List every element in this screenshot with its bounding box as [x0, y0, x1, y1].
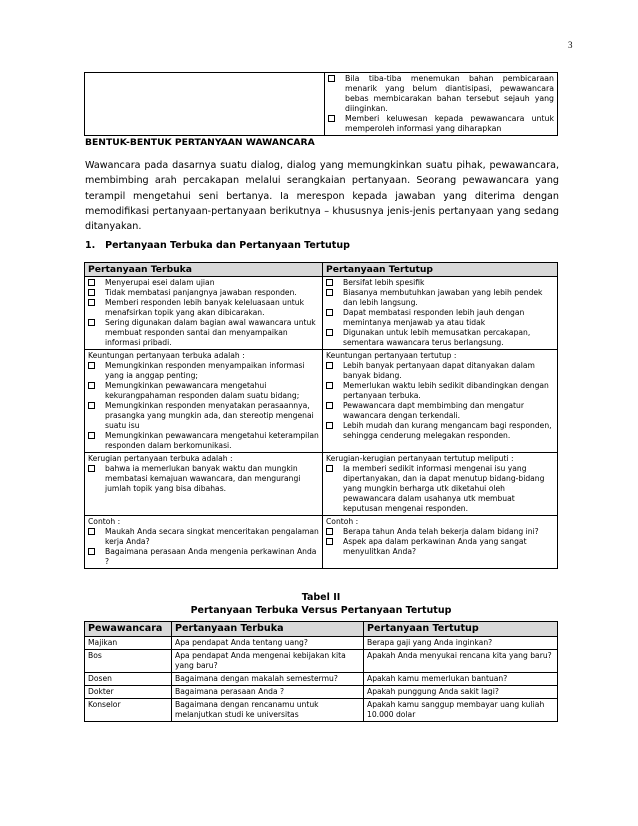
checkbox-bullet-icon — [88, 432, 95, 439]
checkbox-bullet-icon — [88, 289, 95, 296]
section-heading-bentuk: BENTUK-BENTUK PERTANYAAN WAWANCARA — [85, 137, 315, 148]
table-ii — [84, 621, 558, 722]
checkbox-bullet-icon — [326, 402, 333, 409]
continued-table — [84, 72, 558, 136]
header-tertutup: Pertanyaan Tertutup — [323, 263, 558, 277]
examples-open-cell: Contoh : Maukah Anda secara singkat menceritakan pengalaman kerja Anda? Bagaimana perasaan Anda mengenia perkawinan Anda ? — [85, 516, 323, 569]
cell-open-question: Bagaimana perasaan Anda ? — [172, 686, 364, 699]
table-ii-header-row — [85, 622, 558, 637]
table-ii-title-line1: Tabel II — [301, 592, 341, 603]
table-row — [85, 277, 558, 350]
list-item: Memberi keluwesan kepada pewawancara untuk memperoleh informasi yang diharapkan — [328, 114, 554, 134]
checkbox-bullet-icon — [88, 465, 95, 472]
header-tertutup: Pertanyaan Tertutup — [364, 622, 558, 637]
cell-label: Kerugian pertanyaan terbuka adalah : — [88, 454, 233, 463]
cell-closed-question: Apakah kamu memerlukan bantuan? — [364, 673, 558, 686]
checkbox-bullet-icon — [326, 528, 333, 535]
checkbox-bullet-icon — [88, 382, 95, 389]
intro-paragraph: Wawancara pada dasarnya suatu dialog, dialog yang memungkinkan suatu pihak, pewawancara, membimbing arah percakapan melalui serangkaian pertanyaan. Seorang pewawancara yang terampil mengetahui seni bertanya. Ia merespon kepada jawaban yang diterima dengan memodifikasi pertanyaan-pertanyaan berikutnya – khususnya jenis-jenis pertanyaan yang sedang ditanyakan. — [85, 160, 559, 233]
advantages-open-cell: Keuntungan pertanyaan terbuka adalah : Memungkinkan responden menyampaikan informasi yang ia anggap penting; Memungkinkan pewawancara mengetahui kekurangpahaman responden dalam suatu bidang; Memungkinkan responden menyatakan perasaannya, prasangka yang mungkin ada, dan stereotip mengenai suatu isu Memungkinkan pewawancara mengetahui keterampilan responden dalam berkomunikasi. — [85, 350, 323, 453]
checkbox-bullet-icon — [326, 309, 333, 316]
checkbox-bullet-icon — [326, 538, 333, 545]
cell-label: Contoh : — [88, 517, 121, 526]
header-terbuka: Pertanyaan Terbuka — [85, 263, 323, 277]
disadvantages-closed-cell: Kerugian-kerugian pertanyaan tertutup meliputi : Ia memberi sedikit informasi mengenai isu yang dipertanyakan, dan ia dapat menutup bidang-bidang yang mungkin berharga utk diketahui oleh pewawancara dalam usahanya utk membuat keputusan mengenai responden. — [323, 453, 558, 516]
examples-closed-cell: Contoh : Berapa tahun Anda telah bekerja dalam bidang ini? Aspek apa dalam perkawinan Anda yang sangat menyulitkan Anda? — [323, 516, 558, 569]
checkbox-bullet-icon — [88, 279, 95, 286]
table-row — [85, 637, 558, 650]
table-ii-title-line2: Pertanyaan Terbuka Versus Pertanyaan Tertutup — [190, 605, 452, 616]
top-left-cell — [85, 73, 325, 136]
top-right-cell — [325, 73, 558, 136]
checkbox-bullet-icon — [88, 548, 95, 555]
cell-closed-question: Apakah kamu sanggup membayar uang kuliah 10.000 dolar — [364, 699, 558, 722]
checkbox-bullet-icon — [326, 382, 333, 389]
cell-label: Kerugian-kerugian pertanyaan tertutup meliputi : — [326, 454, 514, 463]
disadvantages-open-cell: Kerugian pertanyaan terbuka adalah : bahwa ia memerlukan banyak waktu dan mungkin membatasi kemajuan wawancara, dan mengurangi jumlah topik yang bisa dibahas. — [85, 453, 323, 516]
comparison-table — [84, 262, 558, 569]
list-item: Bila tiba-tiba menemukan bahan pembicaraan menarik yang belum diantisipasi, pewawancara bebas membicarakan bahan tersebut sejauh yang diinginkan. — [328, 74, 554, 114]
cell-interviewer: Majikan — [85, 637, 172, 650]
cell-interviewer: Dokter — [85, 686, 172, 699]
table-row — [85, 350, 558, 453]
cell-open-question: Bagaimana dengan makalah semestermu? — [172, 673, 364, 686]
advantages-closed-cell: Keuntungan pertanyaan tertutup : Lebih banyak pertanyaan dapat ditanyakan dalam banyak bidang. Memerlukan waktu lebih sedikit dibandingkan dengan pertanyaan terbuka. Pewawancara dapt membimbing dan mengatur wawancara dengan terkendali. Lebih mudah dan kurang mengancam bagi responden, sehingga cenderung melegakan responden. — [323, 350, 558, 453]
table-row — [85, 699, 558, 722]
header-terbuka: Pertanyaan Terbuka — [172, 622, 364, 637]
checkbox-bullet-icon — [88, 299, 95, 306]
table-row — [85, 516, 558, 569]
checkbox-bullet-icon — [88, 362, 95, 369]
cell-label: Contoh : — [326, 517, 359, 526]
cell-open-question: Apa pendapat Anda tentang uang? — [172, 637, 364, 650]
checkbox-bullet-icon — [328, 115, 335, 122]
checkbox-bullet-icon — [326, 362, 333, 369]
cell-closed-question: Berapa gaji yang Anda inginkan? — [364, 637, 558, 650]
checkbox-bullet-icon — [88, 528, 95, 535]
table-row — [85, 686, 558, 699]
characteristics-closed-cell: Bersifat lebih spesifik Biasanya membutuhkan jawaban yang lebih pendek dan lebih langsung. Dapat membatasi responden lebih jauh dengan memintanya menjawab ya atau tidak Digunakan untuk lebih memusatkan percakapan, sementara wawancara terus berlangsung. — [323, 277, 558, 350]
checkbox-bullet-icon — [326, 329, 333, 336]
cell-closed-question: Apakah punggung Anda sakit lagi? — [364, 686, 558, 699]
table-row — [85, 650, 558, 673]
cell-interviewer: Konselor — [85, 699, 172, 722]
cell-label: Keuntungan pertanyaan terbuka adalah : — [88, 351, 245, 360]
checkbox-bullet-icon — [328, 75, 335, 82]
cell-open-question: Bagaimana dengan rencanamu untuk melanjutkan studi ke universitas — [172, 699, 364, 722]
checkbox-bullet-icon — [88, 319, 95, 326]
cell-interviewer: Dosen — [85, 673, 172, 686]
checkbox-bullet-icon — [88, 402, 95, 409]
cell-interviewer: Bos — [85, 650, 172, 673]
page-number: 3 — [568, 40, 573, 50]
checkbox-bullet-icon — [326, 422, 333, 429]
cell-closed-question: Apakah Anda menyukai rencana kita yang baru? — [364, 650, 558, 673]
comparison-header-row — [85, 263, 558, 277]
checkbox-bullet-icon — [326, 289, 333, 296]
checkbox-bullet-icon — [326, 279, 333, 286]
cell-label: Keuntungan pertanyaan tertutup : — [326, 351, 457, 360]
table-row — [85, 453, 558, 516]
checkbox-bullet-icon — [326, 465, 333, 472]
table-ii-title — [84, 591, 558, 617]
header-pewawancara: Pewawancara — [85, 622, 172, 637]
cell-open-question: Apa pendapat Anda mengenai kebijakan kita yang baru? — [172, 650, 364, 673]
section-heading-1: 1. Pertanyaan Terbuka dan Pertanyaan Tertutup — [85, 240, 350, 251]
top-right-list — [328, 74, 554, 134]
table-row — [85, 673, 558, 686]
characteristics-open-cell: Menyerupai esei dalam ujian Tidak membatasi panjangnya jawaban responden. Memberi responden lebih banyak keleluasaan untuk menafsirkan topik yang akan dibicarakan. Sering digunakan dalam bagian awal wawancara untuk membuat responden santai dan menyampaikan informasi pribadi. — [85, 277, 323, 350]
